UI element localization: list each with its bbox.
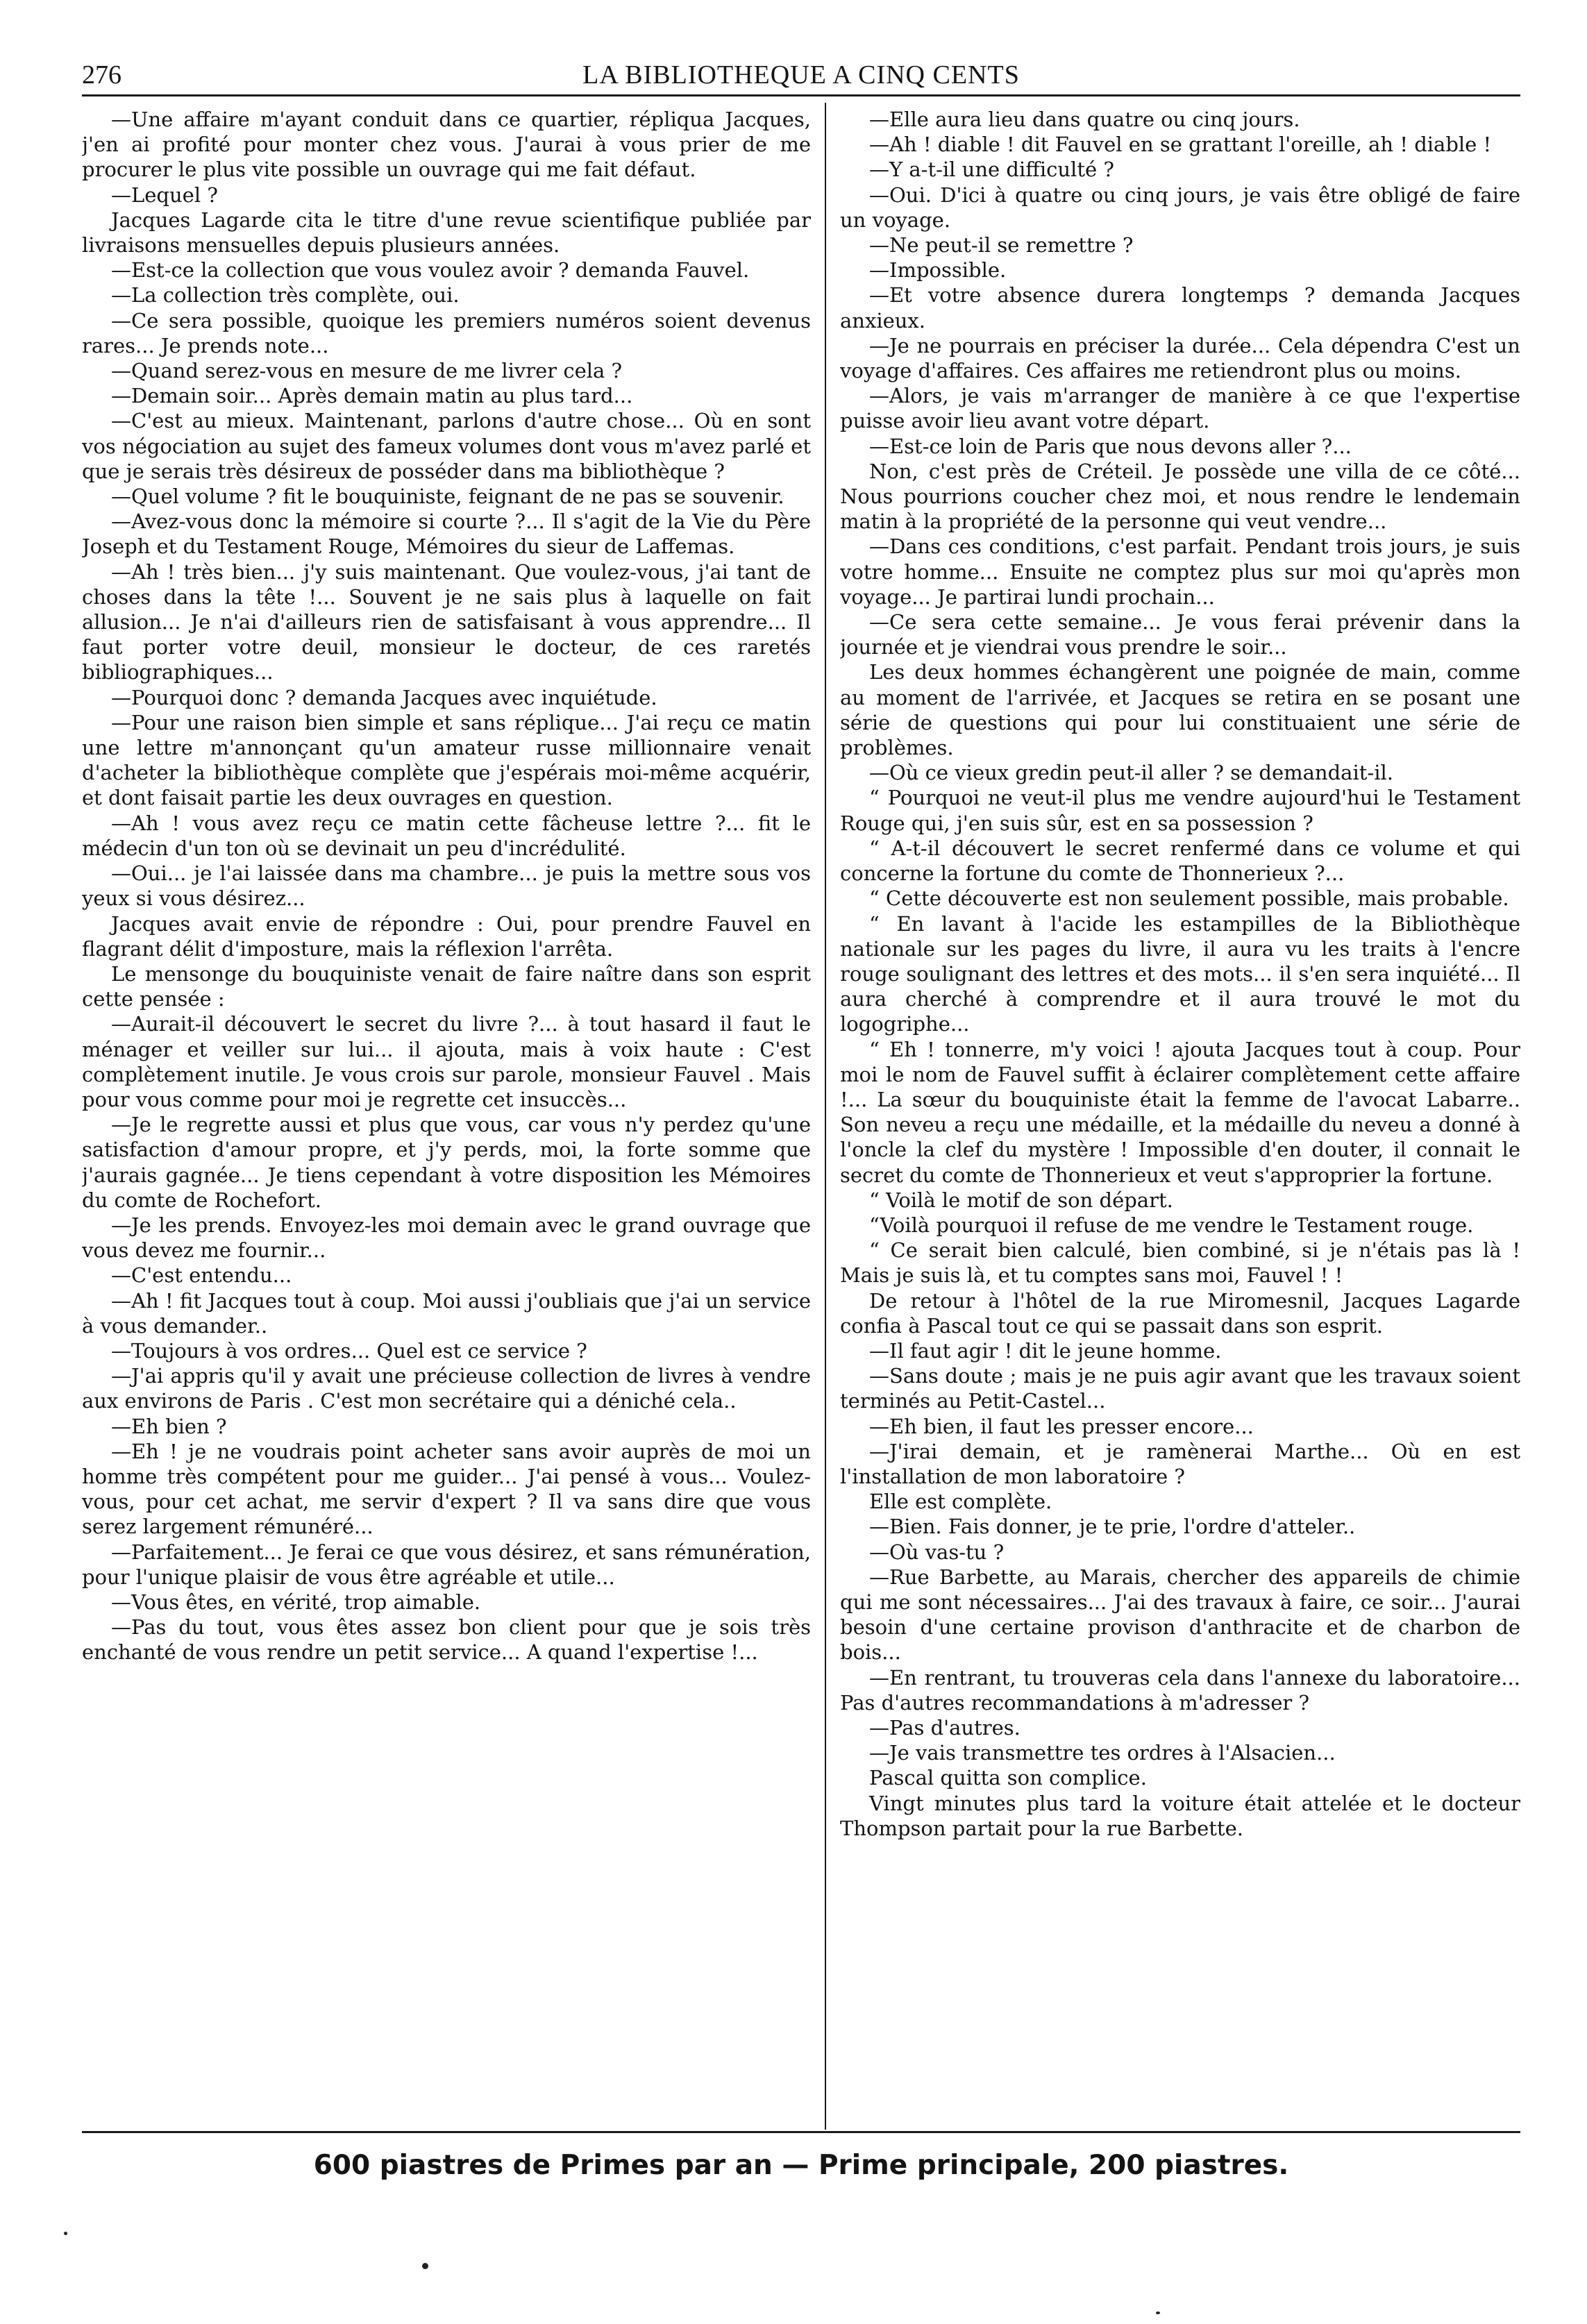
paragraph: —J'ai appris qu'il y avait une précieuse collection de livres à vendre aux environs de Paris . C'est mon secrétaire qui a déniché cela.. — [82, 1364, 811, 1413]
paragraph: —La collection très complète, oui. — [111, 283, 460, 308]
paragraph: “ Pourquoi ne veut-il plus me vendre aujourd'hui le Testament Rouge qui, j'en suis sûr, est en sa possession ? — [840, 786, 1520, 835]
paragraph: —Elle aura lieu dans quatre ou cinq jours. — [869, 108, 1300, 131]
paragraph: —Ah ! vous avez reçu ce matin cette fâcheuse lettre ?... fit le médecin d'un ton où se devinait un peu d'incrédulité. — [82, 811, 811, 860]
paragraph: “ En lavant à l'acide les estampilles de la Bibliothèque nationale sur les pages du livre, il aura vu les traits à l'encre rouge soulignant des lettres et des mots... il s'en sera inquiété... Il aura cherché à comprendre et il aura trouvé le mot du logogriphe... — [840, 911, 1520, 1036]
paragraph: —Y a-t-il une difficulté ? — [869, 158, 1114, 182]
paragraph: De retour à l'hôtel de la rue Miromesnil, Jacques Lagarde confia à Pascal tout ce qui se passait dans son esprit. — [840, 1288, 1520, 1338]
paragraph: —Je les prends. Envoyez-les moi demain avec le grand ouvrage que vous devez me fournir... — [82, 1213, 811, 1263]
paragraph: —Où ce vieux gredin peut-il aller ? se demandait-il. — [869, 761, 1393, 785]
paragraph: —Est-ce la collection que vous voulez avoir ? demanda Fauvel. — [111, 258, 750, 283]
paragraph: —Ce sera cette semaine... Je vous ferai prévenir dans la journée et je viendrai vous prendre le soir... — [840, 610, 1520, 659]
print-speck — [422, 2263, 428, 2269]
print-speck — [1156, 2312, 1160, 2314]
paragraph: —Ah ! diable ! dit Fauvel en se grattant l'oreille, ah ! diable ! — [869, 133, 1492, 157]
paragraph: —Pour une raison bien simple et sans réplique... J'ai reçu ce matin une lettre m'annonçant qu'un amateur russe millionnaire venait d'acheter la bibliothèque complète que j'espérais moi-même acquérir, et dont faisait partie les deux ouvrages en question. — [82, 710, 811, 810]
paragraph: —En rentrant, tu trouveras cela dans l'annexe du laboratoire... Pas d'autres recommandations à m'adresser ? — [840, 1665, 1520, 1715]
paragraph: —Je ne pourrais en préciser la durée... Cela dépendra C'est un voyage d'affaires. Ces affaires me retiendront plus ou moins. — [840, 333, 1520, 383]
paragraph: —Lequel ? — [111, 183, 218, 207]
paragraph: —Bien. Fais donner, je te prie, l'ordre d'atteler.. — [869, 1515, 1356, 1539]
paragraph: —Demain soir... Après demain matin au plus tard... — [111, 384, 633, 408]
paragraph: Les deux hommes échangèrent une poignée de main, comme au moment de l'arrivée, et Jacques se retira en se posant une série de questions qui pour lui constituaient une série de problèmes. — [840, 660, 1520, 760]
paragraph: “Voilà pourquoi il refuse de me vendre le Testament rouge. — [869, 1213, 1474, 1237]
column-divider — [825, 103, 826, 2130]
paragraph: Jacques Lagarde cita le titre d'une revue scientifique publiée par livraisons mensuelles depuis plusieurs années. — [82, 208, 811, 258]
paragraph: —Eh bien ? — [111, 1414, 227, 1438]
paragraph: —Une affaire m'ayant conduit dans ce quartier, répliqua Jacques, j'en ai profité pour monter chez vous. J'aurai à vous prier de me procurer le plus vite possible un ouvrage qui me fait défaut. — [82, 108, 811, 182]
paragraph: —Rue Barbette, au Marais, chercher des appareils de chimie qui me sont nécessaires... J'ai des travaux à faire, ce soir... J'aurai besoin d'une certaine provison d'anthracite et de charbon de bois... — [840, 1565, 1520, 1665]
paragraph: —Est-ce loin de Paris que nous devons aller ?... — [869, 434, 1352, 458]
paragraph: Le mensonge du bouquiniste venait de faire naître dans son esprit cette pensée : — [82, 961, 811, 1011]
paragraph: —Eh ! je ne voudrais point acheter sans avoir auprès de moi un homme très compétent pour me guider... J'ai pensé à vous... Voulez-vous, pour cet achat, me servir d'expert ? Il va sans dire que vous serez largement rémunéré... — [82, 1439, 811, 1539]
paragraph: —C'est au mieux. Maintenant, parlons d'autre chose... Où en sont vos négociation au sujet des fameux volumes dont vous m'avez parlé et que je serais très désireux de posséder dans ma bibliothèque ? — [82, 409, 811, 483]
left-column — [82, 107, 811, 2127]
paragraph: “ A-t-il découvert le secret renfermé dans ce volume et qui concerne la fortune du comte de Thonnerieux ?... — [840, 836, 1520, 886]
paragraph: —Ah ! fit Jacques tout à coup. Moi aussi j'oubliais que j'ai un service à vous demander.. — [82, 1288, 811, 1338]
paragraph: —Ce sera possible, quoique les premiers numéros soient devenus rares... Je prends note... — [82, 308, 811, 357]
paragraph: —Ah ! très bien... j'y suis maintenant. Que voulez-vous, j'ai tant de choses dans la tête !... Souvent je ne sais plus à laquelle on fait allusion... Je n'ai d'ailleurs rien de satisfaisant à vous apprendre... Il faut porter votre deuil, monsieur le docteur, de ces raretés bibliographiques... — [82, 559, 811, 684]
paragraph: —Quand serez-vous en mesure de me livrer cela ? — [111, 359, 623, 383]
paragraph: —C'est entendu... — [111, 1263, 292, 1288]
paragraph: Jacques avait envie de répondre : Oui, pour prendre Fauvel en flagrant délit d'imposture, mais la réflexion l'arrêta. — [82, 911, 811, 961]
header-rule — [82, 94, 1520, 96]
right-column — [840, 107, 1520, 2127]
paragraph: —Je vais transmettre tes ordres à l'Alsacien... — [869, 1741, 1336, 1765]
paragraph: “ Voilà le motif de son départ. — [869, 1188, 1173, 1212]
paragraph: —Aurait-il découvert le secret du livre ?... à tout hasard il faut le ménager et veiller sur lui... il ajouta, mais à voix haute : C'est complètement inutile. Je vous crois sur parole, monsieur Fauvel . Mais pour vous comme pour moi je regrette cet insuccès... — [82, 1012, 811, 1111]
print-speck — [64, 2232, 67, 2235]
paragraph: “ Ce serait bien calculé, bien combiné, si je n'étais pas là ! Mais je suis là, et tu comptes sans moi, Fauvel ! ! — [840, 1238, 1520, 1288]
paragraph: —Avez-vous donc la mémoire si courte ?... Il s'agit de la Vie du Père Joseph et du Testament Rouge, Mémoires du sieur de Laffemas. — [82, 510, 811, 559]
paragraph: —Ne peut-il se remettre ? — [869, 233, 1134, 258]
paragraph: —Vous êtes, en vérité, trop aimable. — [111, 1590, 481, 1614]
paragraph: —Impossible. — [869, 258, 1007, 283]
prime-banner: 600 piastres de Primes par an — Prime principale, 200 piastres. — [313, 2150, 1289, 2181]
page-number: 276 — [82, 60, 121, 90]
paragraph: Pascal quitta son complice. — [869, 1766, 1147, 1790]
paragraph: —Je le regrette aussi et plus que vous, car vous n'y perdez qu'une satisfaction d'amour propre, et j'y perds, moi, la forte somme que j'aurais gagnée... Je tiens cependant à votre disposition les Mémoires du comte de Rochefort. — [82, 1113, 811, 1212]
paragraph: Non, c'est près de Créteil. Je possède une villa de ce côté... Nous pourrions coucher chez moi, et nous rendre le lendemain matin à la propriété de la personne qui veut vendre... — [840, 459, 1520, 534]
paragraph: —Alors, je vais m'arranger de manière à ce que l'expertise puisse avoir lieu avant votre départ. — [840, 384, 1520, 433]
running-title: LA BIBLIOTHEQUE A CINQ CENTS — [582, 60, 1020, 90]
paragraph: Vingt minutes plus tard la voiture était attelée et le docteur Thompson partait pour la rue Barbette. — [840, 1791, 1520, 1840]
footer-rule — [82, 2131, 1520, 2133]
paragraph: Elle est complète. — [869, 1490, 1052, 1514]
paragraph: —Il faut agir ! dit le jeune homme. — [869, 1338, 1222, 1363]
paragraph: —Oui... je l'ai laissée dans ma chambre... je puis la mettre sous vos yeux si vous désirez... — [82, 861, 811, 911]
paragraph: —Dans ces conditions, c'est parfait. Pendant trois jours, je suis votre homme... Ensuite ne comptez plus sur moi qu'après mon voyage... Je partirai lundi prochain... — [840, 534, 1520, 609]
paragraph: —Eh bien, il faut les presser encore... — [869, 1414, 1254, 1438]
paragraph: —Quel volume ? fit le bouquiniste, feignant de ne pas se souvenir. — [111, 485, 784, 509]
paragraph: —Parfaitement... Je ferai ce que vous désirez, et sans rémunération, pour l'unique plaisir de vous être agréable et utile... — [82, 1540, 811, 1589]
paragraph: —Toujours à vos ordres... Quel est ce service ? — [111, 1338, 587, 1363]
paragraph: —Pas du tout, vous êtes assez bon client pour que je sois très enchanté de vous rendre un petit service... A quand l'expertise !... — [82, 1615, 811, 1665]
paragraph: “ Cette découverte est non seulement possible, mais probable. — [869, 886, 1509, 911]
paragraph: —Où vas-tu ? — [869, 1540, 1005, 1564]
paragraph: —Et votre absence durera longtemps ? demanda Jacques anxieux. — [840, 283, 1520, 332]
paragraph: —Oui. D'ici à quatre ou cinq jours, je vais être obligé de faire un voyage. — [840, 183, 1520, 232]
paragraph: —Pas d'autres. — [869, 1716, 1021, 1740]
page-header — [82, 58, 1520, 100]
paragraph: —Pourquoi donc ? demanda Jacques avec inquiétude. — [111, 685, 657, 709]
paragraph: “ Eh ! tonnerre, m'y voici ! ajouta Jacques tout à coup. Pour moi le nom de Fauvel suffit à éclairer complètement cette affaire !... La sœur du bouquiniste était la femme de l'avocat Labarre.. Son neveu a reçu une médaille, et la médaille du neveu a donné à l'oncle la clef du mystère ! Impossible d'en douter, il connait le secret du comte de Thonnerieux et veut s'approprier la fortune. — [840, 1037, 1520, 1187]
paragraph: —Sans doute ; mais je ne puis agir avant que les travaux soient terminés au Petit-Castel... — [840, 1364, 1520, 1413]
paragraph: —J'irai demain, et je ramènerai Marthe... Où en est l'installation de mon laboratoire ? — [840, 1439, 1520, 1488]
